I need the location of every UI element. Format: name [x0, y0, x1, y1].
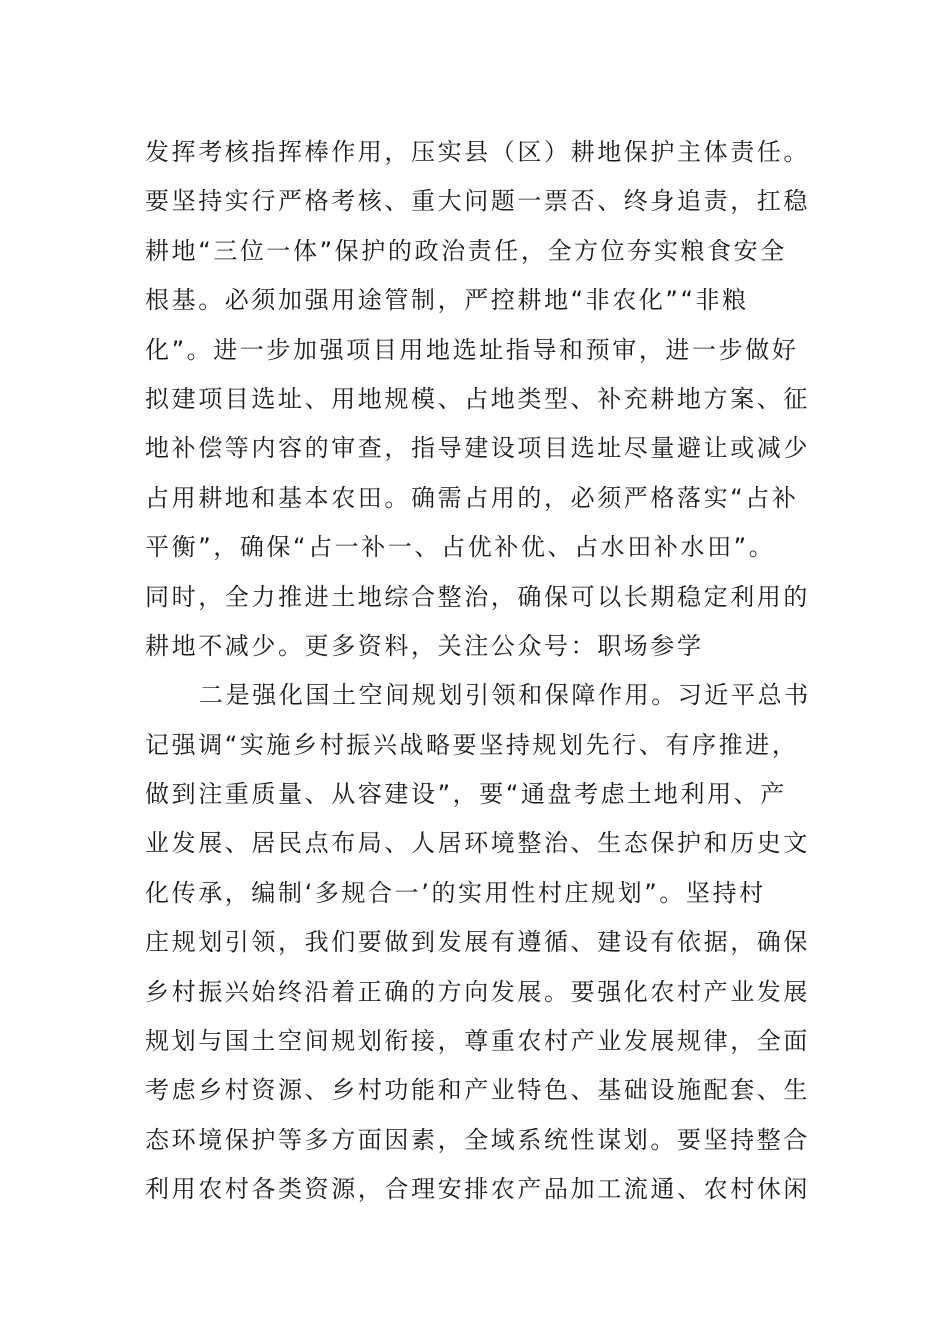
paragraph-start-line: 二是强化国土空间规划引领和保障作用。习近平总书 [199, 681, 811, 710]
text-line: 记强调“实施乡村振兴战略要坚持规划先行、有序推进， [145, 730, 799, 759]
text-line: 做到注重质量、从容建设”，要“通盘考虑土地利用、产 [145, 780, 787, 809]
text-line: 考虑乡村资源、乡村功能和产业特色、基础设施配套、生 [145, 1076, 810, 1105]
text-line: 地补偿等内容的审查，指导建设项目选址尽量避让或减少 [145, 434, 810, 463]
text-line: 占用耕地和基本农田。确需占用的，必须严格落实“占补 [145, 483, 799, 512]
text-line: 利用农村各类资源，合理安排农产品加工流通、农村休闲 [145, 1175, 810, 1204]
text-line: 乡村振兴始终沿着正确的方向发展。要强化农村产业发展 [145, 977, 810, 1006]
text-line: 态环境保护等多方面因素，全域系统性谋划。要坚持整合 [145, 1125, 810, 1154]
text-line: 同时，全力推进土地综合整治，确保可以长期稳定利用的 [145, 582, 810, 611]
text-line: 要坚持实行严格考核、重大问题一票否、终身追责，扛稳 [145, 187, 810, 216]
text-line: 庄规划引领，我们要做到发展有遵循、建设有依据，确保 [145, 928, 810, 957]
text-line: 业发展、居民点布局、人居环境整治、生态保护和历史文 [145, 829, 810, 858]
text-line: 化”。进一步加强项目用地选址指导和预审，进一步做好 [145, 335, 799, 364]
text-line: 化传承，编制‘多规合一’的实用性村庄规划”。坚持村 [145, 878, 766, 907]
text-line: 规划与国土空间规划衔接，尊重农村产业发展规律，全面 [145, 1027, 810, 1056]
body-text [145, 128, 810, 1215]
text-line: 耕地“三位一体”保护的政治责任，全方位夯实粮食安全 [145, 236, 787, 265]
text-line: 发挥考核指挥棒作用，压实县（区）耕地保护主体责任。 [145, 138, 810, 166]
text-line: 拟建项目选址、用地规模、占地类型、补充耕地方案、征 [145, 384, 810, 413]
text-line: 耕地不减少。更多资料，关注公众号：职场参学 [145, 631, 704, 660]
text-line: 根基。必须加强用途管制，严控耕地“非农化”“非粮 [145, 286, 749, 315]
text-line: 平衡”，确保“占一补一、占优补优、占水田补水田”。 [145, 533, 776, 562]
